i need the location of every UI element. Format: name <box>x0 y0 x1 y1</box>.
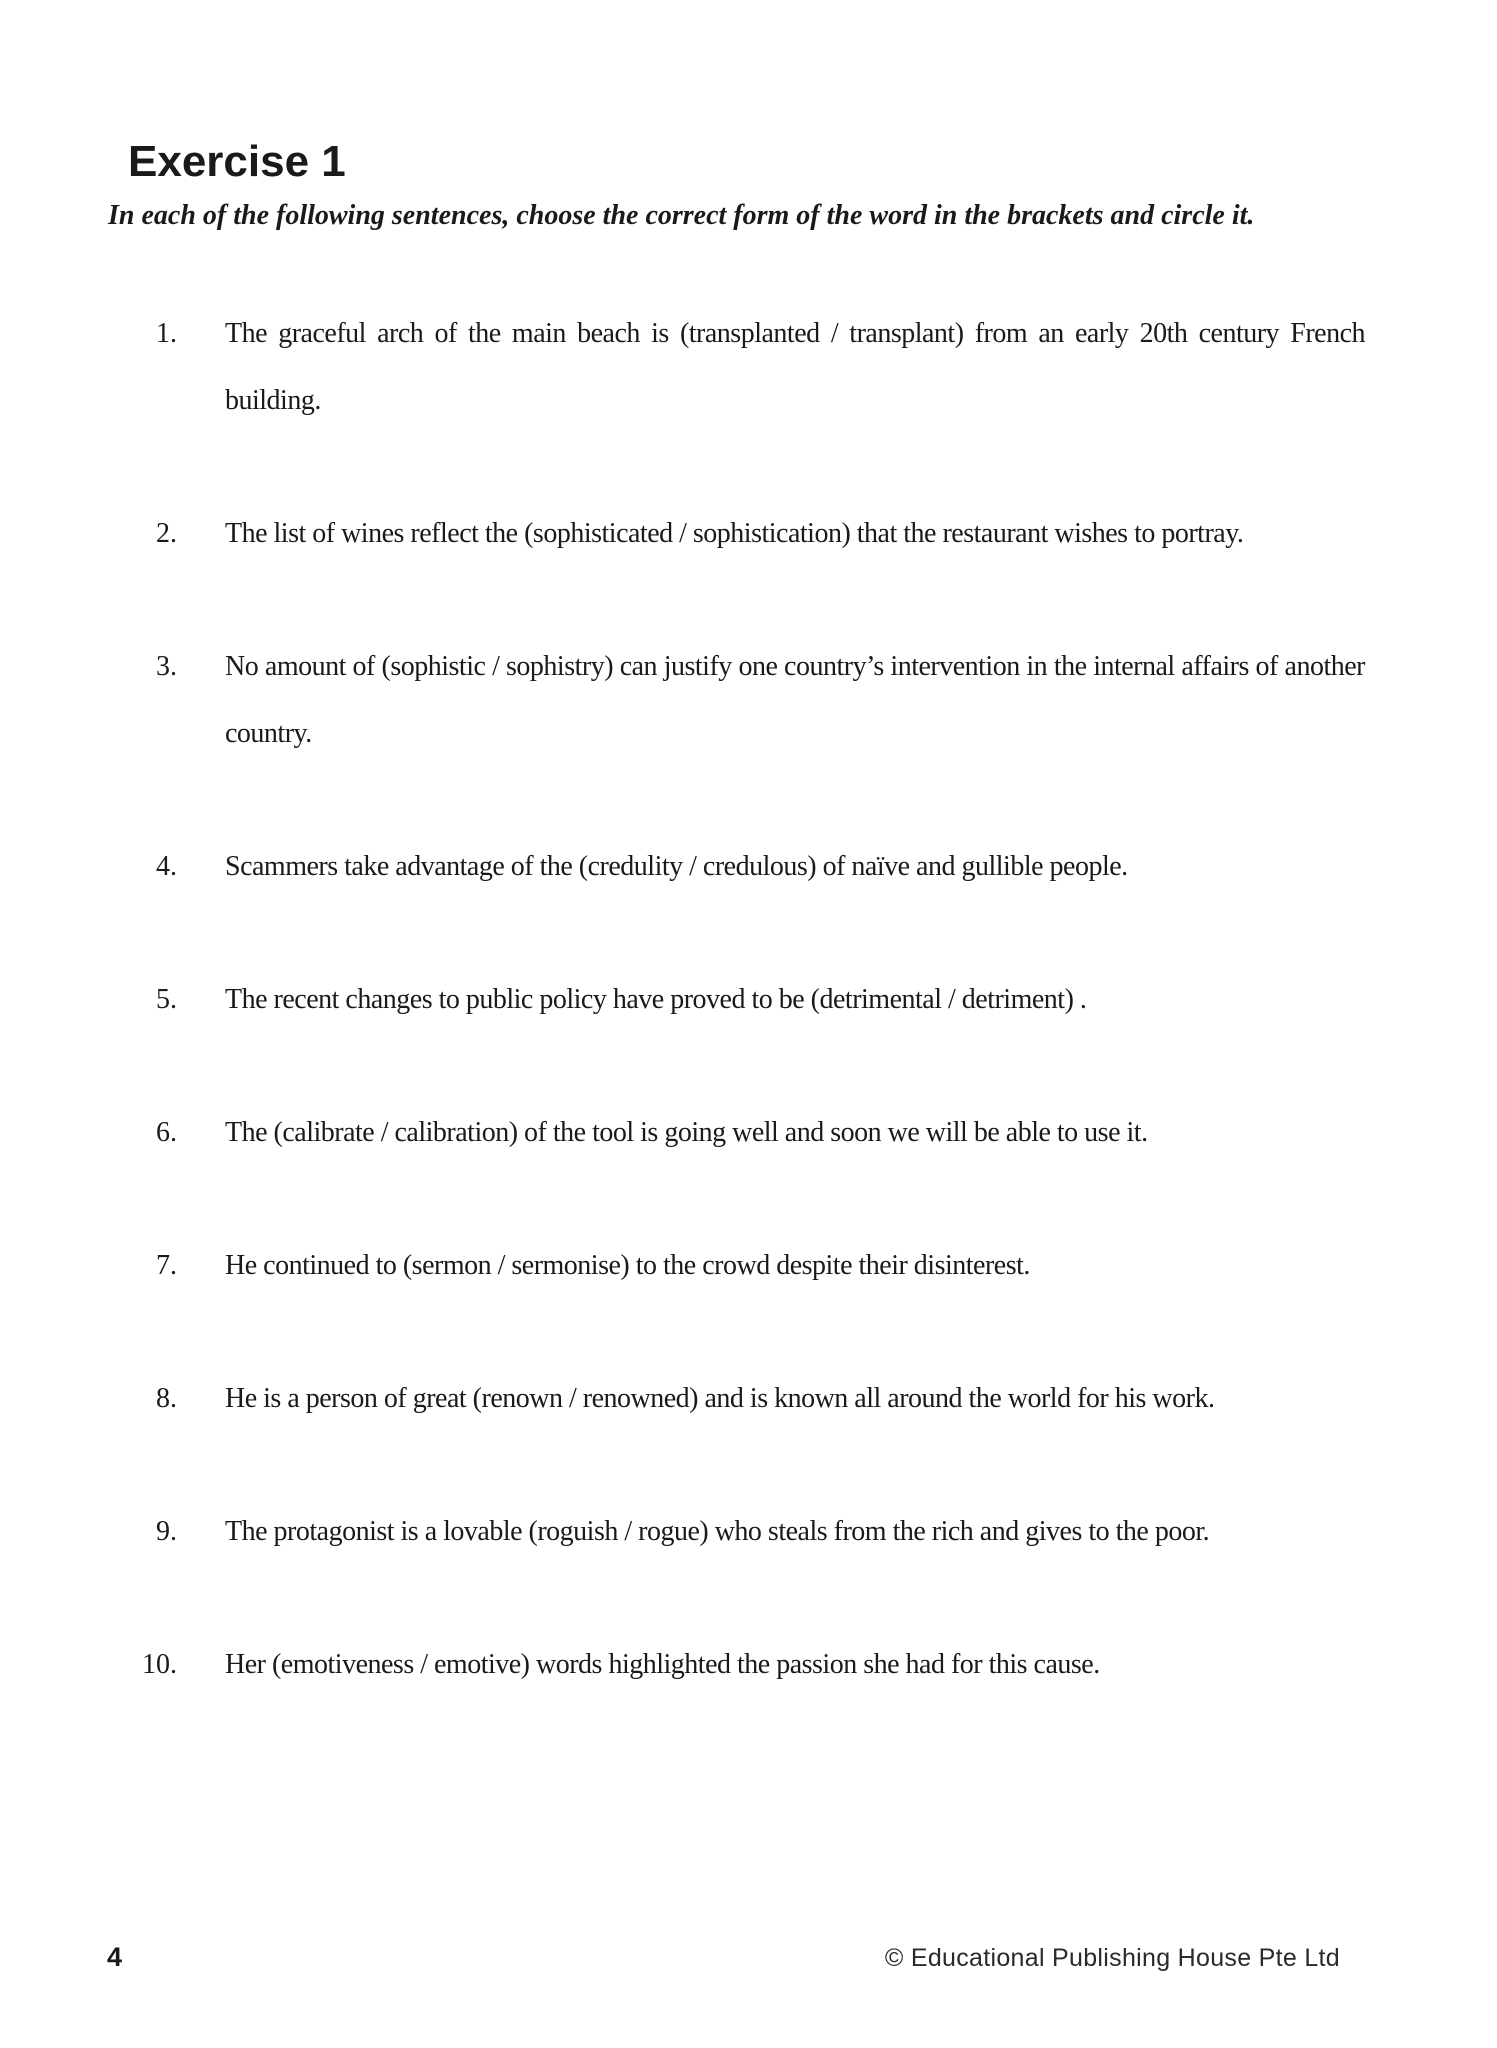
sentence-item <box>107 966 1365 1033</box>
sentence-number: 7. <box>156 1250 177 1281</box>
sentence-item <box>107 633 1365 767</box>
sentence-number: 4. <box>156 851 177 882</box>
sentence-text: The (calibrate / calibration) of the tool is going well and soon we will be able to use it. <box>225 1117 1148 1148</box>
sentence-text: Scammers take advantage of the (credulity / credulous) of naïve and gullible people. <box>225 851 1128 882</box>
sentence-number: 3. <box>156 651 177 682</box>
sentence-number: 1. <box>156 318 177 349</box>
sentence-number: 2. <box>156 518 177 549</box>
sentence-text: He continued to (sermon / sermonise) to the crowd despite their disinterest. <box>225 1250 1030 1281</box>
sentence-item <box>107 300 1365 434</box>
sentence-item <box>107 1232 1365 1299</box>
sentence-text: The recent changes to public policy have proved to be (detrimental / detriment) . <box>225 984 1087 1015</box>
page-footer <box>107 1942 1340 1973</box>
sentence-text: The graceful arch of the main beach is (transplanted / transplant) from an early 20th century French building. <box>225 318 1365 416</box>
sentence-item <box>107 1099 1365 1166</box>
sentence-item <box>107 500 1365 567</box>
sentence-text: The protagonist is a lovable (roguish / rogue) who steals from the rich and gives to the poor. <box>225 1516 1210 1547</box>
sentence-text: Her (emotiveness / emotive) words highlighted the passion she had for this cause. <box>225 1649 1100 1680</box>
page-number: 4 <box>107 1942 123 1972</box>
copyright-notice: © Educational Publishing House Pte Ltd <box>884 1944 1340 1972</box>
sentence-number: 6. <box>156 1117 177 1148</box>
sentence-item <box>107 1498 1365 1565</box>
sentence-list <box>107 300 1365 1764</box>
sentence-number: 8. <box>156 1383 177 1414</box>
sentence-number: 5. <box>156 984 177 1015</box>
sentence-item <box>107 1365 1365 1432</box>
sentence-item <box>107 1631 1365 1698</box>
exercise-instructions: In each of the following sentences, choose the correct form of the word in the brackets and circle it. <box>108 200 1255 231</box>
page-title: Exercise 1 <box>128 137 346 187</box>
sentence-number: 10. <box>142 1649 177 1680</box>
sentence-text: No amount of (sophistic / sophistry) can justify one country’s intervention in the internal affairs of another country. <box>225 651 1365 749</box>
sentence-item <box>107 833 1365 900</box>
sentence-number: 9. <box>156 1516 177 1547</box>
sentence-text: He is a person of great (renown / renowned) and is known all around the world for his work. <box>225 1383 1215 1414</box>
sentence-text: The list of wines reflect the (sophisticated / sophistication) that the restaurant wishes to portray. <box>225 518 1244 549</box>
